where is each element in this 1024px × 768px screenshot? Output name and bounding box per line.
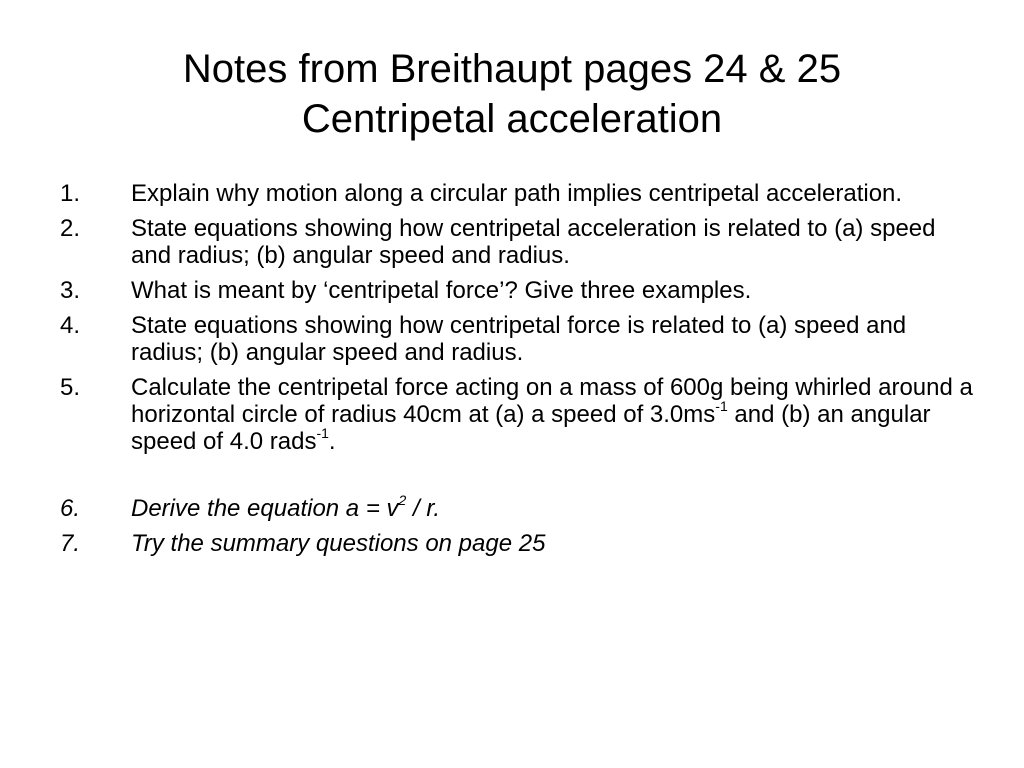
item-text-part: Calculate the centripetal force acting on a mass of 600g being whirled around a horizontal circle of radius 40cm at (a) a speed of 3.0ms (131, 374, 973, 428)
item-text (131, 374, 980, 455)
item-text: State equations showing how centripetal acceleration is related to (a) speed and radius; (b) angular speed and radius. (131, 215, 936, 269)
item-text: Explain why motion along a circular path implies centripetal acceleration. (131, 180, 903, 207)
superscript: -1 (715, 398, 728, 414)
list-item (60, 277, 980, 304)
item-text: Try the summary questions on page 25 (131, 530, 546, 557)
item-text-part: . (328, 428, 336, 455)
item-number: 5. (60, 374, 81, 401)
title-line-1: Notes from Breithaupt pages 24 & 25 (182, 47, 842, 91)
superscript: 2 (398, 492, 407, 508)
item-number: 7. (60, 530, 81, 557)
item-number: 1. (60, 180, 81, 207)
list-item (60, 492, 980, 522)
item-number: 2. (60, 215, 81, 242)
list-item (60, 312, 980, 366)
item-number: 3. (60, 277, 81, 304)
item-number: 6. (60, 495, 81, 522)
item-text: State equations showing how centripetal force is related to (a) speed and radius; (b) angular speed and radius. (131, 312, 907, 366)
item-text (131, 492, 980, 522)
slide-title (0, 44, 1024, 144)
item-text-part: Derive the equation a = v (131, 495, 399, 522)
list-item (60, 374, 980, 455)
title-line-2: Centripetal acceleration (301, 97, 723, 141)
superscript: -1 (316, 425, 329, 441)
list-item (60, 215, 980, 269)
item-text: What is meant by ‘centripetal force’? Give three examples. (131, 277, 752, 304)
list-item (60, 530, 980, 557)
item-text-part: / r. (406, 495, 441, 522)
item-text-part: and (b) an angular speed of 4.0 rads (131, 401, 931, 455)
item-number: 4. (60, 312, 81, 339)
question-list (60, 180, 980, 565)
list-item (60, 180, 980, 207)
